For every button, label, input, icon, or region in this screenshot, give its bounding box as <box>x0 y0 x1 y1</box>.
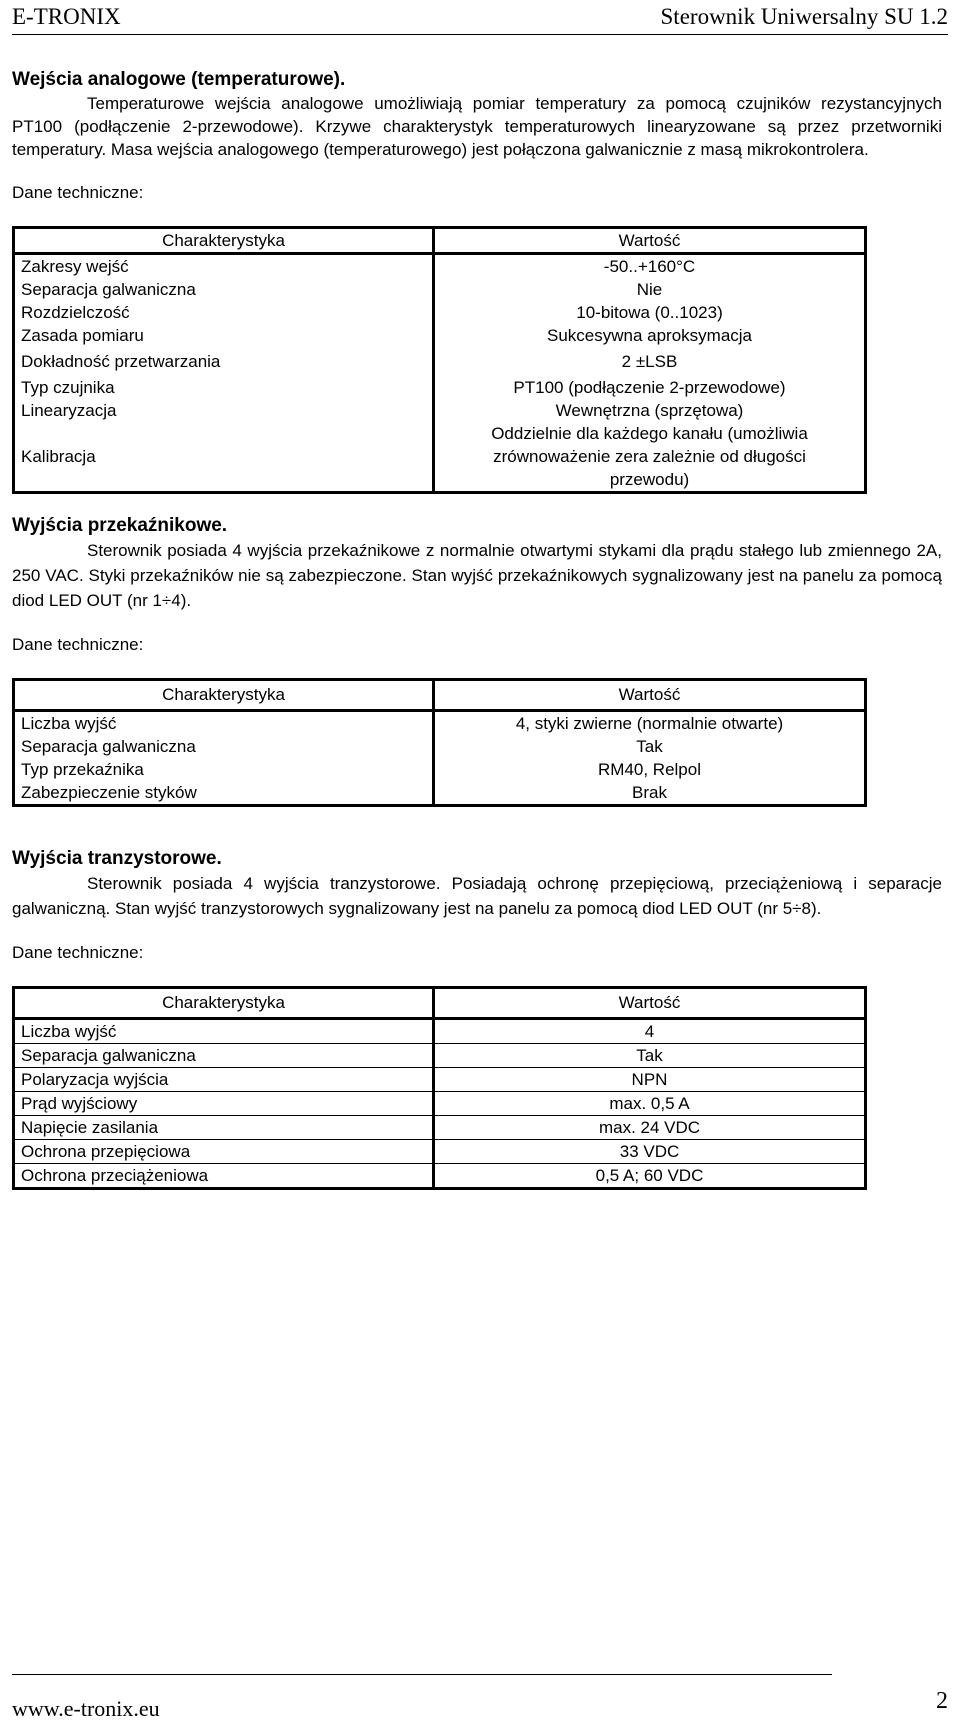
column-header-value: Wartość <box>434 988 866 1019</box>
table-row <box>14 376 866 399</box>
row-value: max. 0,5 A <box>434 1092 866 1116</box>
table-row <box>14 254 866 279</box>
technical-data-label: Dane techniczne: <box>12 183 144 202</box>
technical-data-label: Dane techniczne: <box>12 943 144 962</box>
row-value: -50..+160°C <box>603 257 696 276</box>
table-row <box>14 347 866 376</box>
row-label: Linearyzacja <box>14 399 434 422</box>
header-company: E-TRONIX <box>12 4 121 29</box>
row-label: Separacja galwaniczna <box>14 735 434 758</box>
row-label: Typ przekaźnika <box>14 758 434 781</box>
row-value: 4, styki zwierne (normalnie otwarte) <box>515 714 784 733</box>
row-value: 33 VDC <box>434 1140 866 1164</box>
table-row <box>14 781 866 806</box>
table-row <box>14 1044 866 1068</box>
table-row <box>14 1140 866 1164</box>
column-header-value: Wartość <box>434 680 866 711</box>
row-label: Dokładność przetwarzania <box>14 347 434 376</box>
row-value: 0,5 A; 60 VDC <box>434 1164 866 1189</box>
technical-data-label: Dane techniczne: <box>12 635 144 654</box>
column-header-characteristic: Charakterystyka <box>14 680 434 711</box>
page-content <box>12 68 942 1190</box>
row-value: RM40, Relpol <box>598 760 701 779</box>
page-number: 2 <box>936 1688 948 1714</box>
section-paragraph-analog-inputs: Temperaturowe wejścia analogowe umożliwiają pomiar temperatury za pomocą czujników rezystancyjnych PT100 (podłączenie 2-przewodowe). Krzywe charakterystyk temperaturowych linearyzowane są przez przetworniki temperatury. Masa wejścia analogowego (temperaturowego) jest połączona galwanicznie z masą mikrokontrolera. <box>12 94 942 159</box>
page-footer <box>12 1674 948 1722</box>
row-label: Napięcie zasilania <box>14 1116 434 1140</box>
column-header-value: Wartość <box>434 228 866 254</box>
table-header-row <box>14 228 866 254</box>
relay-outputs-table <box>12 678 867 807</box>
row-label: Polaryzacja wyjścia <box>14 1068 434 1092</box>
table-header-row <box>14 988 866 1019</box>
row-label: Prąd wyjściowy <box>14 1092 434 1116</box>
row-value: Tak <box>636 737 663 756</box>
page-header <box>12 0 948 35</box>
section-paragraph-transistor-outputs: Sterownik posiada 4 wyjścia tranzystorowe. Posiadają ochronę przepięciową, przeciążeniową i separacje galwaniczną. Stan wyjść tranzystorowych sygnalizowany jest na panelu za pomocą diod LED OUT (nr 5÷8). <box>12 874 942 918</box>
header-document-title: Sterownik Uniwersalny SU 1.2 <box>660 4 948 29</box>
row-value: PT100 (podłączenie 2-przewodowe) <box>513 378 786 397</box>
row-value: max. 24 VDC <box>434 1116 866 1140</box>
row-label: Ochrona przepięciowa <box>14 1140 434 1164</box>
section-paragraph-relay-outputs: Sterownik posiada 4 wyjścia przekaźnikowe z normalnie otwartymi stykami dla prądu stałego lub zmiennego 2A, 250 VAC. Styki przekaźników nie są zabezpieczone. Stan wyjść przekaźnikowych sygnalizowany jest na panelu za pomocą diod LED OUT (nr 1÷4). <box>12 541 942 610</box>
row-label: Kalibracja <box>14 422 434 493</box>
row-label: Zakresy wejść <box>14 254 434 279</box>
footer-divider <box>12 1674 832 1675</box>
row-label: Liczba wyjść <box>14 1019 434 1044</box>
row-label: Zasada pomiaru <box>14 324 434 347</box>
table-row <box>14 278 866 301</box>
row-value: 4 <box>434 1019 866 1044</box>
row-label: Rozdzielczość <box>14 301 434 324</box>
table-row <box>14 1092 866 1116</box>
table-row <box>14 422 866 493</box>
table-row <box>14 1019 866 1044</box>
table-row <box>14 301 866 324</box>
table-row <box>14 1068 866 1092</box>
row-value: Brak <box>632 783 667 802</box>
section-title-analog-inputs: Wejścia analogowe (temperaturowe). <box>12 69 346 90</box>
table-row <box>14 711 866 736</box>
section-title-transistor-outputs: Wyjścia tranzystorowe. <box>12 848 222 869</box>
row-label: Separacja galwaniczna <box>14 278 434 301</box>
footer-website: www.e-tronix.eu <box>12 1696 160 1721</box>
section-title-relay-outputs: Wyjścia przekaźnikowe. <box>12 515 228 536</box>
row-value: Wewnętrzna (sprzętowa) <box>555 401 744 420</box>
table-row <box>14 1116 866 1140</box>
table-row <box>14 399 866 422</box>
row-value: Nie <box>636 280 663 299</box>
row-label: Typ czujnika <box>14 376 434 399</box>
row-value: Tak <box>434 1044 866 1068</box>
analog-inputs-table <box>12 226 867 494</box>
table-row <box>14 735 866 758</box>
table-row <box>14 324 866 347</box>
table-header-row <box>14 680 866 711</box>
row-label: Liczba wyjść <box>14 711 434 736</box>
row-value: Sukcesywna aproksymacja <box>546 326 753 345</box>
row-label: Ochrona przeciążeniowa <box>14 1164 434 1189</box>
row-value: Oddzielnie dla każdego kanału (umożliwia zrównoważenie zera zależnie od długości przewodu) <box>491 424 808 489</box>
column-header-characteristic: Charakterystyka <box>14 228 434 254</box>
table-row <box>14 1164 866 1189</box>
row-label: Zabezpieczenie styków <box>14 781 434 806</box>
row-label: Separacja galwaniczna <box>14 1044 434 1068</box>
table-row <box>14 758 866 781</box>
column-header-characteristic: Charakterystyka <box>14 988 434 1019</box>
row-value: 2 ±LSB <box>621 352 678 371</box>
transistor-outputs-table <box>12 986 867 1190</box>
row-value: 10-bitowa (0..1023) <box>576 303 723 322</box>
row-value: NPN <box>434 1068 866 1092</box>
